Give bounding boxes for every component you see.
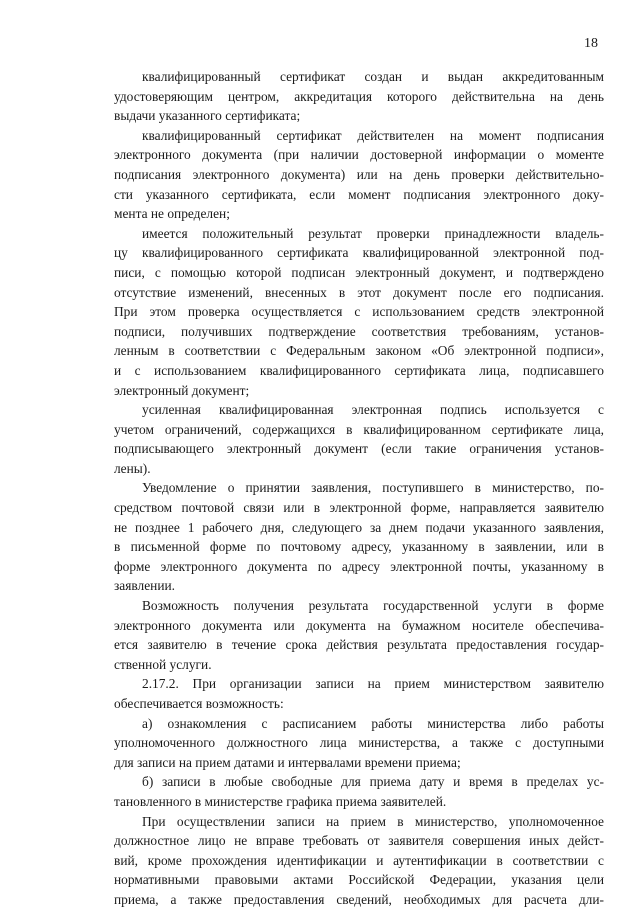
text-line: писи, с помощью которой подписан электронный документ, и подтверждено <box>114 264 604 280</box>
text-line: При этом проверка осуществляется с использованием средств электронной <box>114 304 604 320</box>
text-line: лены). <box>114 460 151 476</box>
text-line: удостоверяющим центром, аккредитация которого действительна на день <box>114 88 604 104</box>
text-line: заявлении. <box>114 578 176 594</box>
text-line: имеется положительный результат проверки принадлежности владель- <box>142 225 604 241</box>
text-line: а) ознакомления с расписанием работы министерства либо работы <box>142 715 604 731</box>
text-line: Возможность получения результата государственной услуги в форме <box>142 598 604 614</box>
text-line: выдачи указанного сертификата; <box>114 108 301 124</box>
text-line: Уведомление о принятии заявления, поступившего в министерство, по- <box>142 480 604 496</box>
document-body <box>114 67 604 910</box>
text-line: 2.17.2. При организации записи на прием министерством заявителю <box>142 676 604 692</box>
text-line: нормативными правовыми актами Российской Федерации, указания цели <box>114 872 604 888</box>
text-line: сти указанного сертификата, если момент подписания электронного доку- <box>114 186 604 202</box>
text-line: электронного документа (при наличии достоверной информации о моменте <box>114 147 604 163</box>
text-line: учетом ограничений, содержащихся в квалифицированном сертификате лица, <box>114 421 604 437</box>
text-line: усиленная квалифицированная электронная подпись используется с <box>142 402 604 418</box>
text-line: ется заявителю в течение срока действия результата предоставления государ- <box>114 637 604 653</box>
text-line: вий, кроме прохождения идентификации и аутентификации в соответствии с <box>114 852 604 868</box>
text-line: ственной услуги. <box>114 656 212 672</box>
text-line: в письменной форме по почтовому адресу, указанному в заявлении, или в <box>114 539 604 555</box>
text-line: ленным в соответствии с Федеральным законом «Об электронной подписи», <box>114 343 604 359</box>
text-line: цу квалифицированного сертификата квалифицированной электронной под- <box>114 245 604 261</box>
text-line: При осуществлении записи на прием в министерство, уполномоченное <box>142 813 604 829</box>
text-line: электронного документа или документа на бумажном носителе обеспечива- <box>114 617 604 633</box>
text-line: и с использованием квалифицированного сертификата лица, подписавшего <box>114 362 604 378</box>
page-number: 18 <box>584 36 598 51</box>
text-line: подписания электронного документа) или на день проверки действительно- <box>114 166 604 182</box>
text-line: подписывающего электронный документ (если такие ограничения установ- <box>114 441 604 457</box>
text-line: форме электронного документа по адресу электронной почты, указанному в <box>114 558 604 574</box>
text-line: подписи, получивших подтверждение соответствия требованиям, установ- <box>114 323 604 339</box>
text-line: мента не определен; <box>114 206 230 222</box>
text-line: не позднее 1 рабочего дня, следующего за днем подачи указанного заявления, <box>114 519 604 535</box>
text-line: квалифицированный сертификат действителен на момент подписания <box>142 127 604 143</box>
text-line: обеспечивается возможность: <box>114 696 284 711</box>
text-line: уполномоченного должностного лица министерства, а также с доступными <box>114 735 604 751</box>
text-line: должностное лицо не вправе требовать от заявителя совершения иных дейст- <box>114 833 604 849</box>
text-line: отсутствие изменений, внесенных в этот документ после его подписания. <box>114 284 604 300</box>
text-line: квалифицированный сертификат создан и выдан аккредитованным <box>142 69 604 84</box>
text-line: б) записи в любые свободные для приема дату и время в пределах ус- <box>142 774 604 790</box>
text-line: тановленного в министерстве графика приема заявителей. <box>114 793 447 809</box>
text-line: для записи на прием датами и интервалами времени приема; <box>114 754 461 770</box>
text-line: средством почтовой связи или в электронной форме, направляется заявителю <box>114 500 604 516</box>
text-line: электронный документ; <box>114 382 250 398</box>
text-line: приема, а также предоставления сведений, необходимых для расчета дли- <box>114 891 604 907</box>
